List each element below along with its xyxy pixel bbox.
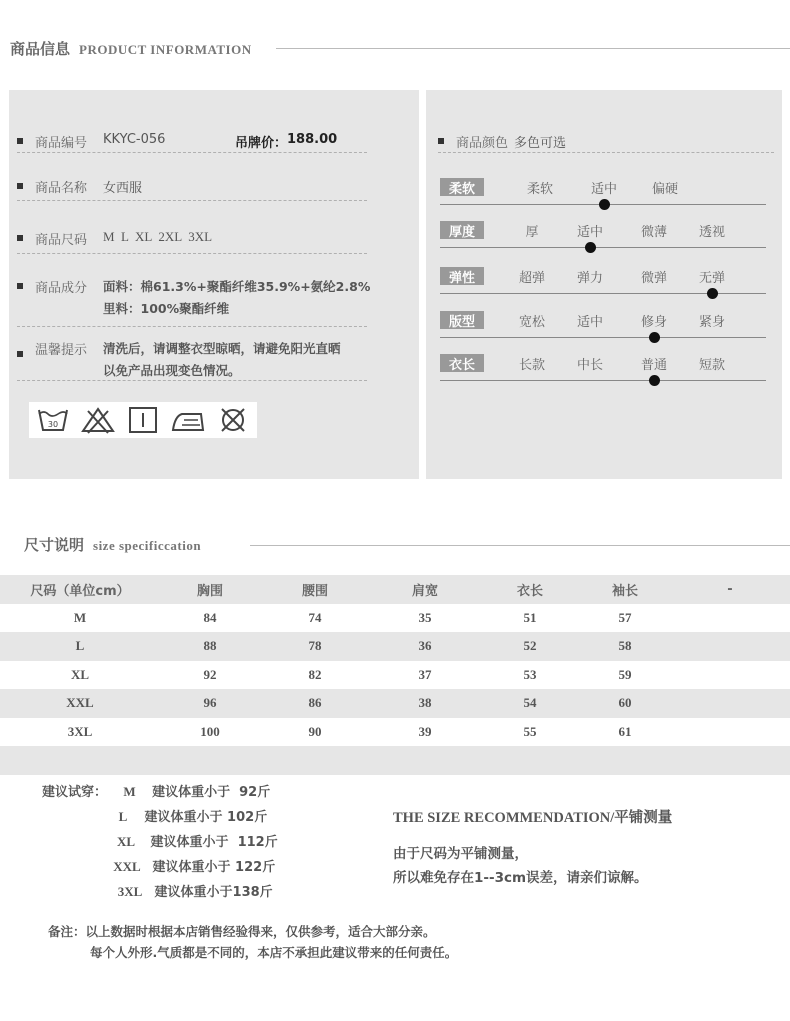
attribute-scale-row <box>440 178 770 208</box>
size-table <box>0 575 790 775</box>
attribute-option: 适中 <box>576 225 603 240</box>
tumble-dry-icon <box>125 405 161 435</box>
heading-divider <box>276 48 790 49</box>
size-cell: M <box>73 609 87 625</box>
row-divider <box>17 380 367 381</box>
color-label: 商品颜色 <box>456 136 509 151</box>
attribute-option: 偏硬 <box>651 182 678 197</box>
info-label: 温馨提示 <box>35 343 88 358</box>
table-row <box>0 718 790 747</box>
bullet-icon <box>17 183 23 189</box>
size-spec-heading <box>24 534 201 555</box>
bullet-icon <box>17 283 23 289</box>
composition-line: 里料：100%聚酯纤维 <box>103 301 230 316</box>
attribute-scale-line <box>440 380 766 381</box>
product-name: 女西服 <box>103 181 143 196</box>
attribute-option: 修身 <box>640 315 667 330</box>
size-cell: 55 <box>523 723 537 739</box>
row-divider <box>17 253 367 254</box>
info-row-name <box>17 177 142 196</box>
size-cell <box>370 746 480 775</box>
attribute-selected-marker <box>649 332 660 343</box>
recommend-size: L <box>118 809 128 824</box>
size-header-cell: 袖长 <box>611 583 638 599</box>
attribute-selected-marker <box>599 199 610 210</box>
attribute-option: 长款 <box>518 358 545 373</box>
recommend-size: XXL <box>113 859 141 874</box>
row-divider <box>17 326 367 327</box>
table-row <box>0 632 790 661</box>
size-cell: 53 <box>523 666 537 682</box>
bullet-icon <box>17 351 23 357</box>
info-label: 商品名称 <box>35 181 88 196</box>
composition-line: 面料：棉61.3%+聚酯纤维35.9%+氨纶2.8% <box>103 279 371 294</box>
product-attributes-panel <box>426 90 782 479</box>
attribute-tag: 厚度 <box>440 221 484 239</box>
attribute-option: 弹力 <box>576 271 603 286</box>
size-cell: 54 <box>523 695 537 711</box>
tips-line: 以免产品出现变色情况。 <box>103 363 241 378</box>
attribute-option: 普通 <box>640 358 667 373</box>
attribute-scale-line <box>440 247 766 248</box>
size-header-cell: 胸围 <box>196 583 223 599</box>
attribute-option: 超弹 <box>518 271 545 286</box>
recommend-text: 建议体重小于 122斤 <box>152 860 276 875</box>
size-spec-title-en: size specificcation <box>93 538 202 553</box>
size-cell: 78 <box>308 638 322 654</box>
size-cell <box>670 604 790 633</box>
size-cell: 61 <box>618 723 632 739</box>
no-dry-clean-icon <box>215 405 251 435</box>
attribute-option: 宽松 <box>518 315 545 330</box>
product-info-title-en: PRODUCT INFORMATION <box>79 42 252 57</box>
table-row <box>0 746 790 775</box>
size-cell: 96 <box>203 695 217 711</box>
attribute-option: 微弹 <box>640 271 667 286</box>
bullet-icon <box>438 138 444 144</box>
remark-line: 每个人外形.气质都是不同的，本店不承担此建议带来的任何责任。 <box>90 945 458 960</box>
recommend-row <box>42 781 270 800</box>
row-divider <box>17 152 367 153</box>
size-cell: 39 <box>418 723 432 739</box>
size-cell <box>480 746 580 775</box>
info-label: 商品成分 <box>35 281 88 296</box>
info-label: 商品编号 <box>35 136 88 151</box>
recommend-title: 建议试穿： <box>42 785 108 800</box>
measure-note-line: 所以难免存在1--3cm误差，请亲们谅解。 <box>393 870 648 886</box>
product-code: KKYC-056 <box>103 132 166 147</box>
composition-text <box>103 277 370 317</box>
attribute-option: 柔软 <box>526 182 553 197</box>
measure-note-title: THE SIZE RECOMMENDATION/平铺测量 <box>393 810 673 826</box>
attribute-tag: 衣长 <box>440 354 484 372</box>
size-cell <box>260 746 370 775</box>
attribute-scale-row <box>440 354 770 384</box>
product-info-heading <box>10 38 252 59</box>
size-cell <box>160 746 260 775</box>
tips-text <box>103 339 341 379</box>
table-row <box>0 661 790 690</box>
info-row-color <box>438 132 566 151</box>
size-cell: L <box>75 638 85 654</box>
attribute-option: 微薄 <box>640 225 667 240</box>
size-table-header <box>0 575 790 604</box>
attribute-option: 适中 <box>576 315 603 330</box>
recommend-row <box>106 856 275 875</box>
attribute-option: 中长 <box>576 358 603 373</box>
size-cell: 57 <box>618 609 632 625</box>
size-cell: 37 <box>418 666 432 682</box>
bullet-icon <box>17 138 23 144</box>
size-cell: 86 <box>308 695 322 711</box>
size-cell <box>670 746 790 775</box>
product-info-panel <box>9 90 419 479</box>
size-cell: XL <box>70 666 90 682</box>
color-value: 多色可选 <box>514 136 567 151</box>
attribute-selected-marker <box>707 288 718 299</box>
attribute-tag: 版型 <box>440 311 484 329</box>
size-cell: 60 <box>618 695 632 711</box>
recommend-text: 建议体重小于 92斤 <box>152 785 271 800</box>
attribute-option: 紧身 <box>698 315 725 330</box>
recommend-row <box>106 831 278 850</box>
attribute-selected-marker <box>585 242 596 253</box>
size-cell: 100 <box>200 723 220 739</box>
attribute-scale-row <box>440 311 770 341</box>
attribute-tag: 弹性 <box>440 267 484 285</box>
row-divider <box>17 200 367 201</box>
attribute-selected-marker <box>649 375 660 386</box>
size-cell: 74 <box>308 609 322 625</box>
recommend-row <box>106 806 267 825</box>
attribute-option: 无弹 <box>698 271 725 286</box>
no-bleach-icon <box>80 405 116 435</box>
product-sizes: M L XL 2XL 3XL <box>103 229 213 244</box>
size-cell <box>670 689 790 718</box>
info-row-code <box>17 132 337 151</box>
attribute-scale-row <box>440 267 770 297</box>
recommend-text: 建议体重小于138斤 <box>154 885 273 900</box>
info-row-composition <box>17 277 370 317</box>
row-divider <box>438 152 774 153</box>
care-icons <box>29 402 257 438</box>
size-cell: 58 <box>618 638 632 654</box>
attribute-option: 适中 <box>590 182 617 197</box>
table-row <box>0 689 790 718</box>
size-cell <box>670 718 790 747</box>
recommend-size: XL <box>116 834 136 849</box>
recommend-size: 3XL <box>117 884 143 899</box>
size-cell: 35 <box>418 609 432 625</box>
size-cell: 88 <box>203 638 217 654</box>
size-header-cell: 尺码（单位cm） <box>30 583 130 599</box>
product-info-title-cn: 商品信息 <box>10 40 71 58</box>
heading-divider <box>250 545 790 546</box>
remark-line: 备注：以上数据时根据本店销售经验得来，仅供参考，适合大部分亲。 <box>48 924 436 939</box>
price-label: 吊牌价： <box>235 136 288 151</box>
size-header-cell: 衣长 <box>516 583 543 599</box>
recommend-size: M <box>123 784 136 799</box>
size-cell: 59 <box>618 666 632 682</box>
attribute-tag: 柔软 <box>440 178 484 196</box>
size-header-cell: 腰围 <box>301 583 328 599</box>
attribute-scale-row <box>440 221 770 251</box>
size-cell: 92 <box>203 666 217 682</box>
size-cell: 51 <box>523 609 537 625</box>
size-header-cell: 肩宽 <box>411 583 438 599</box>
size-cell: XXL <box>66 695 94 711</box>
info-row-tips <box>17 339 341 379</box>
info-row-sizes <box>17 229 212 248</box>
size-cell: 84 <box>203 609 217 625</box>
size-cell <box>580 746 670 775</box>
bullet-icon <box>17 235 23 241</box>
attribute-option: 厚 <box>525 225 539 240</box>
attribute-option: 透视 <box>698 225 725 240</box>
wash-temp-label: 30 <box>48 420 59 429</box>
wash-30-icon <box>35 405 71 435</box>
attribute-scale-line <box>440 337 766 338</box>
size-cell <box>670 661 790 690</box>
size-cell: 38 <box>418 695 432 711</box>
price-value: 188.00 <box>287 132 338 147</box>
size-cell: 90 <box>308 723 322 739</box>
recommend-row <box>110 881 273 900</box>
measure-note-line: 由于尺码为平铺测量， <box>393 846 528 862</box>
size-cell <box>0 746 160 775</box>
size-cell: 3XL <box>67 723 93 739</box>
size-spec-title-cn: 尺寸说明 <box>24 536 85 554</box>
attribute-option: 短款 <box>698 358 725 373</box>
size-cell: 36 <box>418 638 432 654</box>
tips-line: 清洗后，请调整衣型晾晒，请避免阳光直晒 <box>103 341 341 356</box>
size-header-cell: - <box>727 581 733 597</box>
iron-icon <box>170 405 206 435</box>
size-cell: 52 <box>523 638 537 654</box>
size-cell: 82 <box>308 666 322 682</box>
size-cell <box>670 632 790 661</box>
recommend-text: 建议体重小于 112斤 <box>150 835 278 850</box>
recommend-text: 建议体重小于 102斤 <box>144 810 268 825</box>
info-label: 商品尺码 <box>35 233 88 248</box>
table-row <box>0 604 790 633</box>
